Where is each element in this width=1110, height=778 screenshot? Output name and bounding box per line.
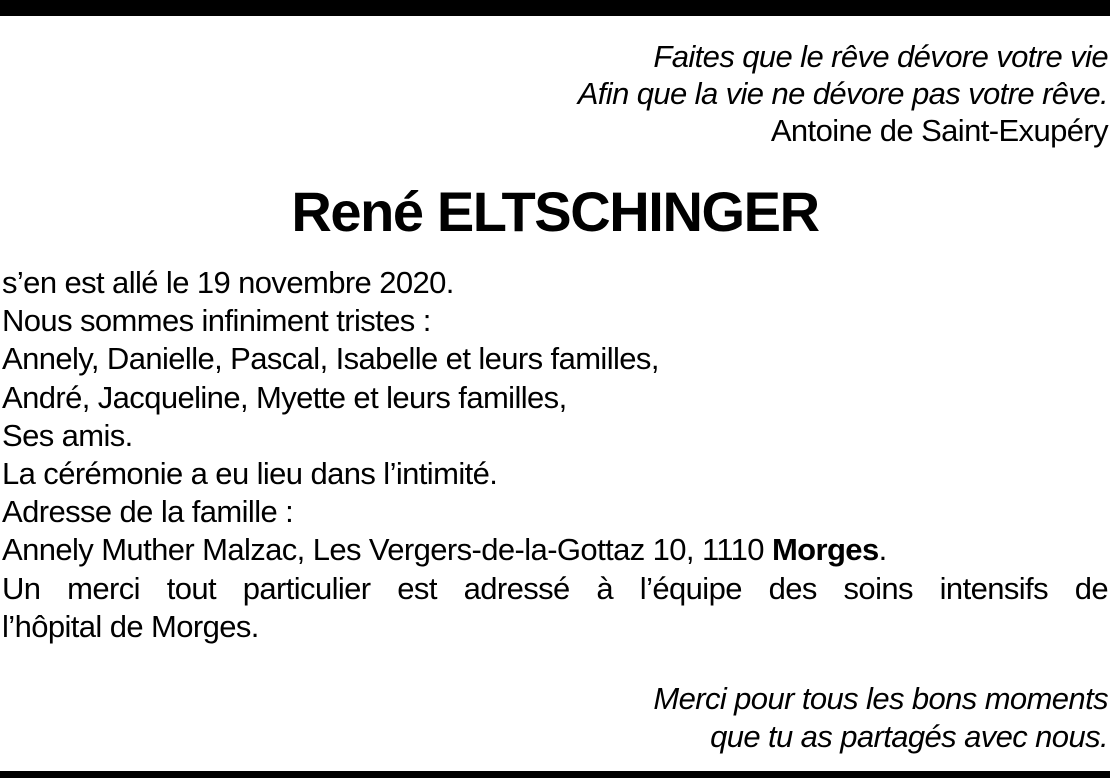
passing-date-line: s’en est allé le 19 novembre 2020. bbox=[2, 265, 454, 300]
thanks-line-2: l’hôpital de Morges. bbox=[2, 608, 259, 644]
obituary-body bbox=[2, 264, 1108, 646]
address-city: Morges bbox=[771, 532, 879, 568]
top-border-rule bbox=[0, 0, 1110, 16]
epigraph-line-1: Faites que le rêve dévore votre vie bbox=[653, 39, 1108, 74]
bottom-border-rule bbox=[0, 771, 1110, 778]
ceremony-line: La cérémonie a eu lieu dans l’intimité. bbox=[2, 456, 498, 492]
family-line-1: Annely, Danielle, Pascal, Isabelle et leurs familles, bbox=[2, 341, 659, 377]
address-prefix: Annely Muther Malzac, Les Vergers-de-la-Gottaz 10, 1110 bbox=[2, 532, 772, 568]
sorrow-line: Nous sommes infiniment tristes : bbox=[2, 303, 431, 339]
address-suffix: . bbox=[878, 532, 887, 568]
closing-line-1: Merci pour tous les bons moments bbox=[653, 681, 1108, 716]
epigraph-line-2: Afin que la vie ne dévore pas votre rêve. bbox=[577, 76, 1108, 111]
epigraph bbox=[578, 38, 1108, 149]
closing-line-2: que tu as partagés avec nous. bbox=[710, 719, 1108, 754]
family-line-2: André, Jacqueline, Myette et leurs familles, bbox=[2, 379, 567, 415]
friends-line: Ses amis. bbox=[2, 417, 133, 453]
epigraph-author: Antoine de Saint-Exupéry bbox=[770, 113, 1108, 148]
thanks-line-1: Un merci tout particulier est adressé à l’équipe des soins intensifs de bbox=[2, 570, 1108, 606]
family-address bbox=[2, 531, 1108, 569]
address-label: Adresse de la famille : bbox=[2, 494, 294, 530]
deceased-name: René ELTSCHINGER bbox=[291, 180, 819, 243]
closing-message bbox=[653, 680, 1108, 756]
